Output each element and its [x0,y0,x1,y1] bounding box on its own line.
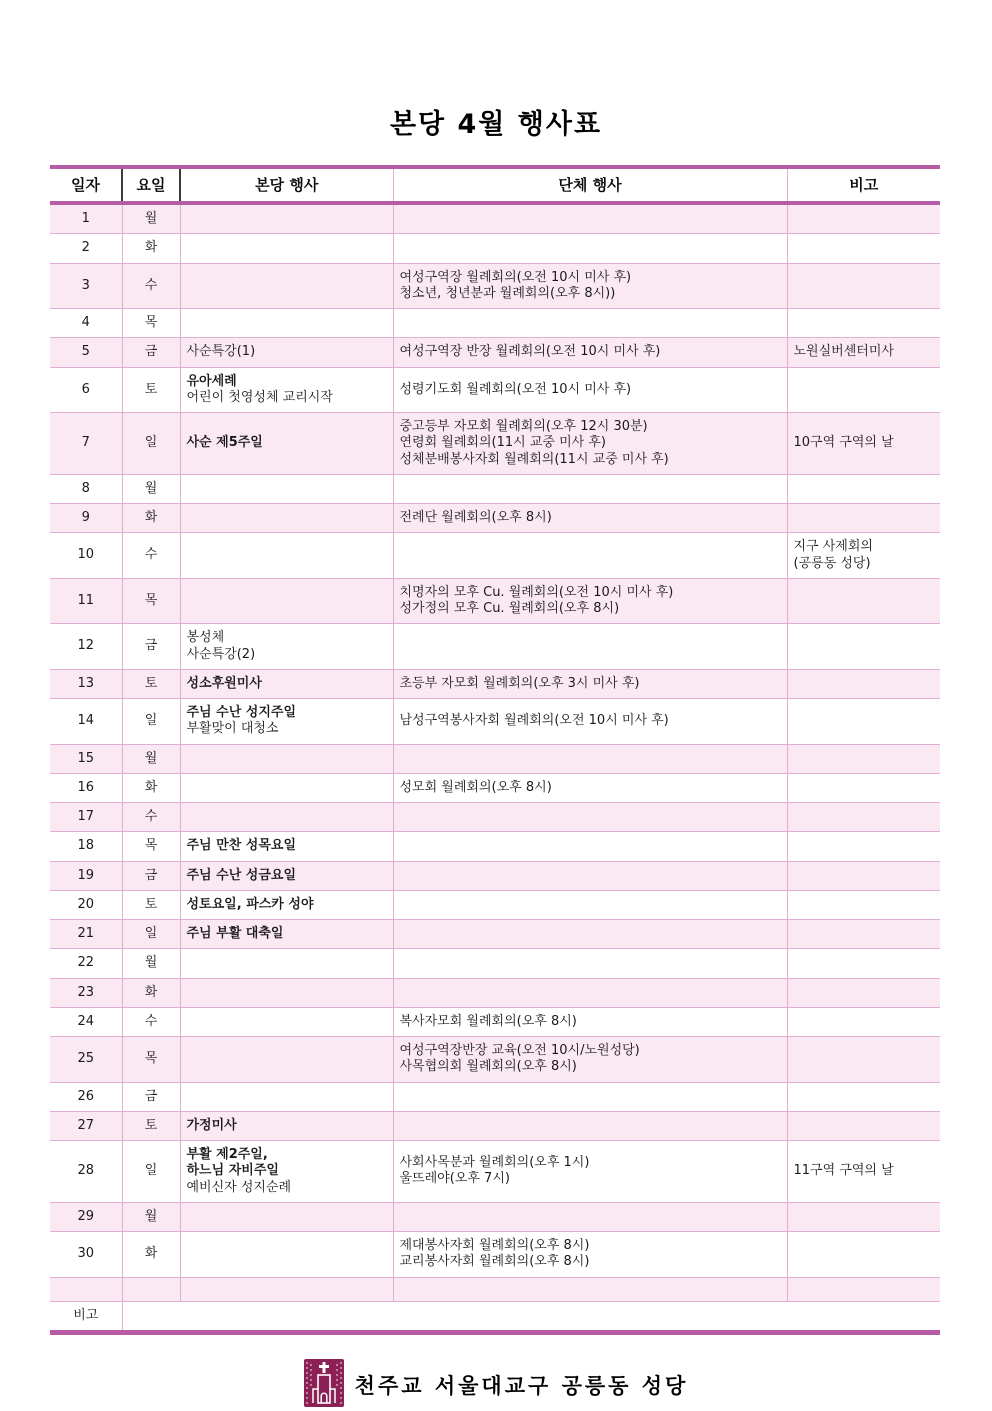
table-row [50,367,940,413]
date-cell: 23 [50,978,122,1007]
group-event-cell [393,744,787,773]
parish-event-cell: 성토요일, 파스카 성야 [180,890,393,919]
date-cell: 15 [50,744,122,773]
parish-event-cell [180,744,393,773]
note-cell [787,203,940,234]
date-cell: 3 [50,263,122,309]
group-event-cell [393,920,787,949]
group-event-cell: 치명자의 모후 Cu. 월례회의(오전 10시 미사 후) 성가정의 모후 Cu. 월례회의(오후 8시) [393,578,787,624]
table-row [50,203,940,234]
day-cell: 토 [122,1111,180,1140]
date-cell: 14 [50,699,122,745]
day-cell: 화 [122,978,180,1007]
header-cell-note: 비고 [787,167,940,203]
group-event-cell: 여성구역장 반장 월례회의(오전 10시 미사 후) [393,338,787,367]
table-row [50,1232,940,1278]
day-cell: 토 [122,669,180,698]
empty-row [50,1277,940,1301]
note-cell [787,234,940,263]
group-event-cell: 초등부 자모회 월례회의(오후 3시 미사 후) [393,669,787,698]
day-cell: 화 [122,773,180,802]
parish-event-cell: 사순특강(1) [180,338,393,367]
note-cell [787,474,940,503]
date-cell: 4 [50,309,122,338]
parish-event-cell: 봉성체 사순특강(2) [180,624,393,670]
table-row [50,832,940,861]
table-row [50,1037,940,1083]
date-cell: 28 [50,1141,122,1203]
group-event-cell [393,203,787,234]
day-cell: 화 [122,1232,180,1278]
parish-event-cell: 주님 부활 대축일 [180,920,393,949]
table-row [50,744,940,773]
table-row [50,338,940,367]
bigo-row [50,1301,940,1332]
schedule-body [50,203,940,1277]
date-cell: 11 [50,578,122,624]
day-cell: 수 [122,1007,180,1036]
header-cell-group-event: 단체 행사 [393,167,787,203]
parish-event-cell [180,234,393,263]
group-event-cell: 여성구역장반장 교육(오전 10시/노원성당) 사목협의회 월례회의(오후 8시) [393,1037,787,1083]
parish-event-cell [180,309,393,338]
parish-event-cell [180,1037,393,1083]
table-row [50,1082,940,1111]
group-event-cell: 성모회 월례회의(오후 8시) [393,773,787,802]
table-row [50,699,940,745]
group-event-cell: 남성구역봉사자회 월례회의(오전 10시 미사 후) [393,699,787,745]
schedule-table [50,165,940,1335]
note-cell [787,920,940,949]
note-cell [787,578,940,624]
group-event-cell [393,803,787,832]
note-cell [787,504,940,533]
note-cell: 노원실버센터미사 [787,338,940,367]
note-cell [787,263,940,309]
table-row [50,978,940,1007]
parish-event-cell [180,949,393,978]
date-cell: 30 [50,1232,122,1278]
group-event-cell [393,832,787,861]
group-event-cell [393,1111,787,1140]
group-event-cell [393,624,787,670]
day-cell: 화 [122,504,180,533]
header-cell-date: 일자 [50,167,122,203]
table-row [50,474,940,503]
note-cell [787,309,940,338]
note-cell [787,773,940,802]
day-cell: 일 [122,1141,180,1203]
day-cell: 수 [122,533,180,579]
table-row [50,504,940,533]
date-cell: 21 [50,920,122,949]
note-cell [787,1111,940,1140]
note-cell [787,949,940,978]
parish-event-cell: 부활 제2주일, 하느님 자비주일 예비신자 성지순례 [180,1141,393,1203]
bigo-label: 비고 [50,1301,122,1332]
table-row [50,533,940,579]
date-cell: 5 [50,338,122,367]
date-cell: 8 [50,474,122,503]
note-cell [787,1232,940,1278]
day-cell: 목 [122,832,180,861]
group-event-cell: 전례단 월례회의(오후 8시) [393,504,787,533]
date-cell: 10 [50,533,122,579]
header-cell-parish-event: 본당 행사 [180,167,393,203]
parish-event-cell [180,578,393,624]
group-event-cell [393,474,787,503]
parish-event-cell: 주님 만찬 성목요일 [180,832,393,861]
day-cell: 금 [122,1082,180,1111]
note-cell [787,978,940,1007]
group-event-cell: 제대봉사자회 월례회의(오후 8시) 교리봉사자회 월례회의(오후 8시) [393,1232,787,1278]
note-cell: 10구역 구역의 날 [787,413,940,475]
header-cell-day: 요일 [122,167,180,203]
date-cell: 1 [50,203,122,234]
note-cell [787,699,940,745]
bigo-value [122,1301,940,1332]
date-cell: 7 [50,413,122,475]
day-cell: 금 [122,861,180,890]
day-cell: 수 [122,263,180,309]
parish-event-cell: 주님 수난 성지주일 부활맞이 대청소 [180,699,393,745]
table-row [50,669,940,698]
note-cell [787,1082,940,1111]
day-cell: 월 [122,1202,180,1231]
note-cell: 11구역 구역의 날 [787,1141,940,1203]
note-cell: 지구 사제회의 (공릉동 성당) [787,533,940,579]
note-cell [787,669,940,698]
date-cell: 9 [50,504,122,533]
date-cell: 6 [50,367,122,413]
parish-event-cell [180,263,393,309]
table-row [50,578,940,624]
parish-event-cell: 가정미사 [180,1111,393,1140]
day-cell: 토 [122,367,180,413]
day-cell: 월 [122,474,180,503]
table-row [50,309,940,338]
parish-event-cell: 주님 수난 성금요일 [180,861,393,890]
page-title: 본당 4월 행사표 [389,109,603,140]
table-row [50,413,940,475]
day-cell: 금 [122,624,180,670]
day-cell: 일 [122,920,180,949]
day-cell: 월 [122,203,180,234]
date-cell: 22 [50,949,122,978]
date-cell: 27 [50,1111,122,1140]
parish-event-cell [180,203,393,234]
header-row [50,167,940,203]
group-event-cell [393,234,787,263]
table-row [50,263,940,309]
note-cell [787,624,940,670]
note-cell [787,1037,940,1083]
date-cell: 24 [50,1007,122,1036]
date-cell: 2 [50,234,122,263]
parish-event-cell: 사순 제5주일 [180,413,393,475]
note-cell [787,1007,940,1036]
table-row [50,803,940,832]
date-cell: 29 [50,1202,122,1231]
date-cell: 17 [50,803,122,832]
day-cell: 목 [122,309,180,338]
group-event-cell [393,949,787,978]
table-row [50,773,940,802]
parish-event-cell [180,773,393,802]
table-row [50,1111,940,1140]
day-cell: 월 [122,744,180,773]
group-event-cell: 사회사목분과 월례회의(오후 1시) 울뜨레야(오후 7시) [393,1141,787,1203]
day-cell: 월 [122,949,180,978]
group-event-cell [393,978,787,1007]
note-cell [787,803,940,832]
date-cell: 26 [50,1082,122,1111]
note-cell [787,890,940,919]
parish-event-cell [180,1232,393,1278]
group-event-cell [393,1202,787,1231]
day-cell: 일 [122,413,180,475]
note-cell [787,861,940,890]
table-row [50,861,940,890]
note-cell [787,1202,940,1231]
schedule-table-container [50,165,940,1335]
note-cell [787,744,940,773]
date-cell: 13 [50,669,122,698]
parish-event-cell [180,1082,393,1111]
date-cell: 19 [50,861,122,890]
parish-event-cell [180,1202,393,1231]
day-cell: 목 [122,578,180,624]
parish-event-cell [180,474,393,503]
group-event-cell: 여성구역장 월례회의(오전 10시 미사 후) 청소년, 청년분과 월례회의(오후 8시)) [393,263,787,309]
parish-event-cell [180,1007,393,1036]
parish-event-cell: 유아세례 어린이 첫영성체 교리시작 [180,367,393,413]
date-cell: 12 [50,624,122,670]
group-event-cell [393,1082,787,1111]
day-cell: 화 [122,234,180,263]
date-cell: 16 [50,773,122,802]
group-event-cell [393,890,787,919]
table-row [50,920,940,949]
parish-event-cell [180,978,393,1007]
group-event-cell: 성령기도회 월례회의(오전 10시 미사 후) [393,367,787,413]
table-row [50,890,940,919]
parish-event-cell [180,803,393,832]
group-event-cell: 중고등부 자모회 월례회의(오후 12시 30분) 연령회 월례회의(11시 교중 미사 후) 성체분배봉사자회 월례회의(11시 교중 미사 후) [393,413,787,475]
group-event-cell [393,309,787,338]
day-cell: 금 [122,338,180,367]
table-row [50,1141,940,1203]
date-cell: 20 [50,890,122,919]
note-cell [787,367,940,413]
table-row [50,624,940,670]
day-cell: 목 [122,1037,180,1083]
note-cell [787,832,940,861]
parish-event-cell [180,533,393,579]
table-row [50,1202,940,1231]
date-cell: 18 [50,832,122,861]
parish-event-cell [180,504,393,533]
table-row [50,949,940,978]
day-cell: 수 [122,803,180,832]
date-cell: 25 [50,1037,122,1083]
day-cell: 토 [122,890,180,919]
group-event-cell: 복사자모회 월례회의(오후 8시) [393,1007,787,1036]
table-row [50,1007,940,1036]
group-event-cell [393,861,787,890]
group-event-cell [393,533,787,579]
org-name: 천주교 서울대교구 공릉동 성당 [354,1373,689,1398]
day-cell: 일 [122,699,180,745]
table-row [50,234,940,263]
parish-event-cell: 성소후원미사 [180,669,393,698]
